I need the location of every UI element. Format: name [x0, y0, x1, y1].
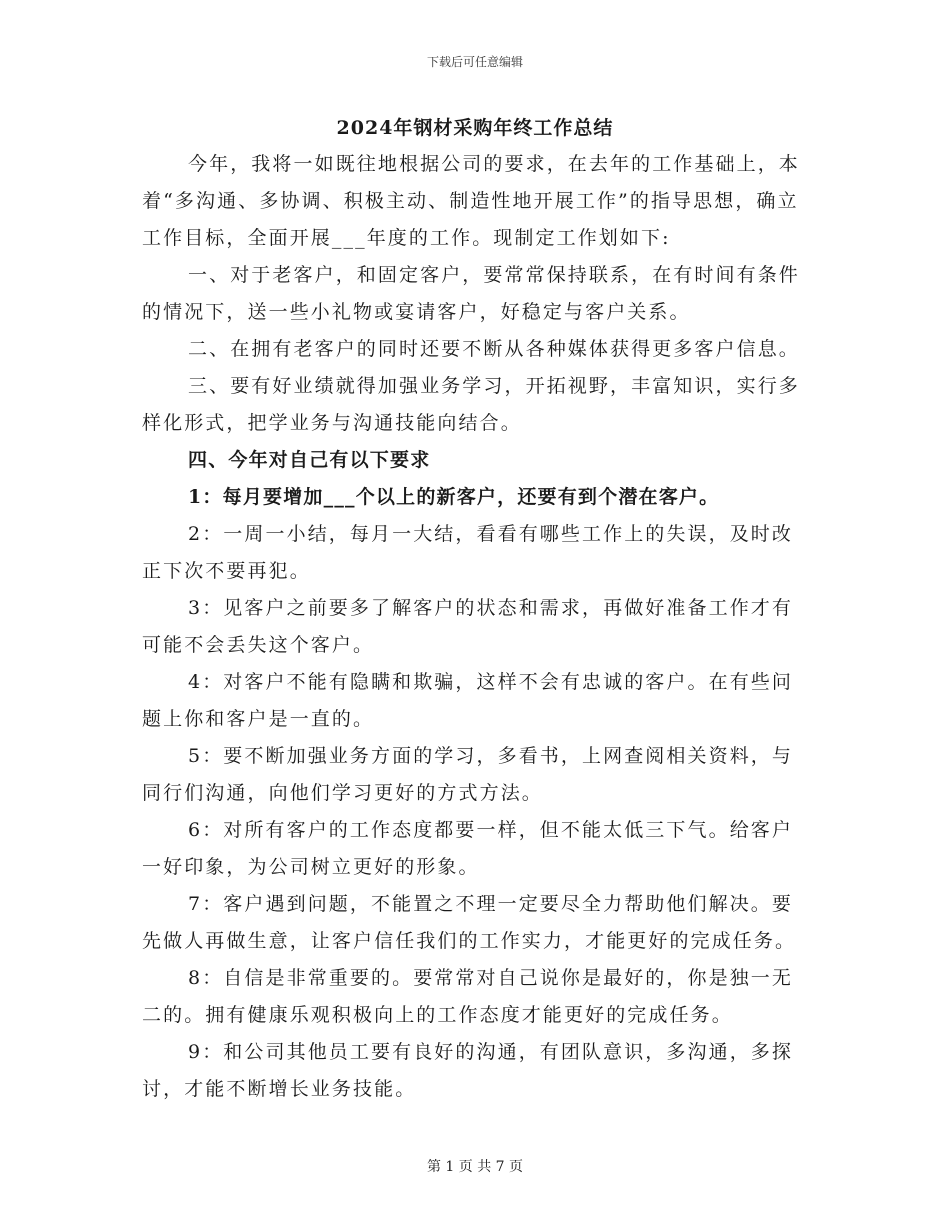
paragraph-item-1: 一、对于老客户，和固定客户，要常常保持联系，在有时间有条件的情况下，送一些小礼物或宴请客户，好稳定与客户关系。	[142, 264, 800, 323]
paragraph-item-3: 三、要有好业绩就得加强业务学习，开拓视野，丰富知识，实行多样化形式，把学业务与沟通技能向结合。	[142, 375, 800, 434]
page-footer-indicator: 第 1 页 共 7 页	[426, 1159, 524, 1175]
requirement-1: 1：每月要增加___个以上的新客户，还要有到个潜在客户。	[188, 486, 720, 508]
requirement-6: 6：对所有客户的工作态度都要一样，但不能太低三下气。给客户一好印象，为公司树立更好的形象。	[142, 819, 793, 878]
document-body	[142, 146, 808, 1108]
requirement-2: 2：一周一小结，每月一大结，看看有哪些工作上的失误，及时改正下次不要再犯。	[142, 523, 793, 582]
requirement-5: 5：要不断加强业务方面的学习，多看书，上网查阅相关资料，与同行们沟通，向他们学习更好的方式方法。	[142, 745, 793, 804]
paragraph-intro: 今年，我将一如既往地根据公司的要求，在去年的工作基础上，本着“多沟通、多协调、积极主动、制造性地开展工作”的指导思想，确立工作目标，全面开展___年度的工作。现制定工作划如下:	[142, 153, 800, 249]
section-heading-requirements: 四、今年对自己有以下要求	[188, 449, 431, 471]
requirement-3: 3：见客户之前要多了解客户的状态和需求，再做好准备工作才有可能不会丢失这个客户。	[142, 597, 793, 656]
document-title: 2024年钢材采购年终工作总结	[336, 117, 614, 139]
requirement-7: 7：客户遇到问题，不能置之不理一定要尽全力帮助他们解决。要先做人再做生意，让客户信任我们的工作实力，才能更好的完成任务。	[142, 893, 797, 952]
paragraph-item-2: 二、在拥有老客户的同时还要不断从各种媒体获得更多客户信息。	[188, 338, 800, 360]
requirement-4: 4：对客户不能有隐瞒和欺骗，这样不会有忠诚的客户。在有些问题上你和客户是一直的。	[142, 671, 793, 730]
page-header-note: 下载后可任意编辑	[426, 55, 523, 69]
requirement-8: 8：自信是非常重要的。要常常对自己说你是最好的，你是独一无二的。拥有健康乐观积极向上的工作态度才能更好的完成任务。	[142, 967, 793, 1026]
requirement-9: 9：和公司其他员工要有良好的沟通，有团队意识，多沟通，多探讨，才能不断增长业务技能。	[142, 1041, 793, 1100]
